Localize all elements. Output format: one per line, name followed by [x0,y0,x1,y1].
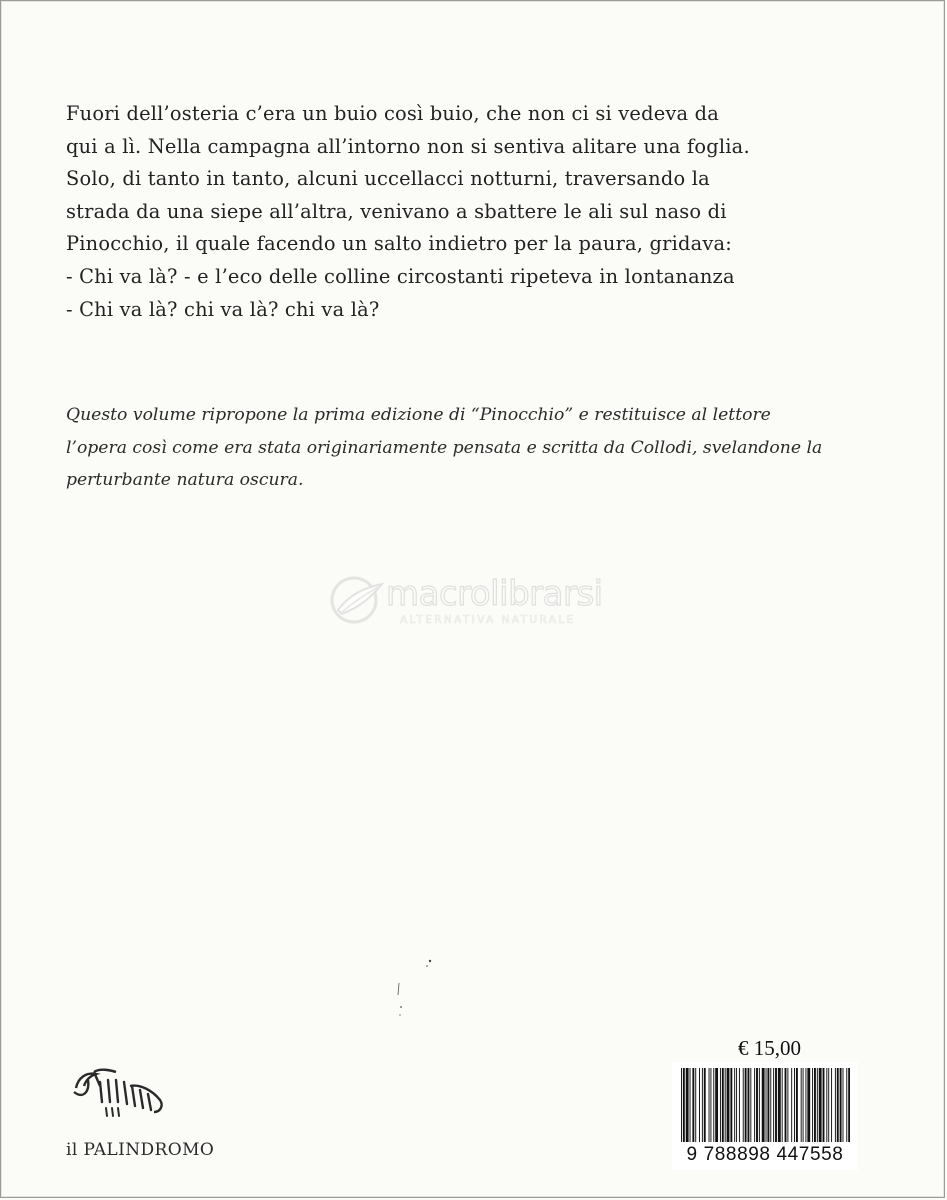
watermark-name: macrolibrarsi [386,574,603,614]
excerpt-line: - Chi va là? - e l’eco delle colline circostanti ripeteva in lontananza [66,264,735,288]
excerpt-line: Solo, di tanto in tanto, alcuni uccellacci notturni, traversando la [66,167,710,191]
blurb-line: l’opera così come era stata originariamente pensata e scritta da Collodi, svelandone la [66,437,823,458]
blurb-line: perturbante natura oscura. [66,470,304,490]
publisher-name: il PALINDROMO [66,1140,215,1160]
barcode [680,1068,850,1142]
watermark-tagline: ALTERNATIVA NATURALE [400,614,576,626]
isbn-number: 9 788898 447558 [686,1144,844,1165]
excerpt-text [66,98,866,326]
blurb-line: Questo volume ripropone la prima edizione di “Pinocchio” e restituisce al lettore [66,405,771,425]
price-label: € 15,00 [738,1036,801,1060]
book-blurb [66,399,866,497]
excerpt-line: - Chi va là? chi va là? chi va là? [66,297,380,321]
barcode-box [672,1062,858,1170]
excerpt-line: Fuori dell’osteria c’era un buio così buio, che non ci si vedeva da [66,102,720,125]
excerpt-line: qui a lì. Nella campagna all’intorno non si sentiva alitare una foglia. [66,134,750,158]
publisher-logo-icon [70,1060,170,1130]
watermark [328,570,628,630]
paper-specks [390,955,440,1035]
leaf-logo-icon [328,574,386,626]
excerpt-line: strada da una siepe all’altra, venivano a sbattere le ali sul naso di [66,199,727,223]
excerpt-line: Pinocchio, il quale facendo un salto indietro per la paura, gridava: [66,232,733,256]
